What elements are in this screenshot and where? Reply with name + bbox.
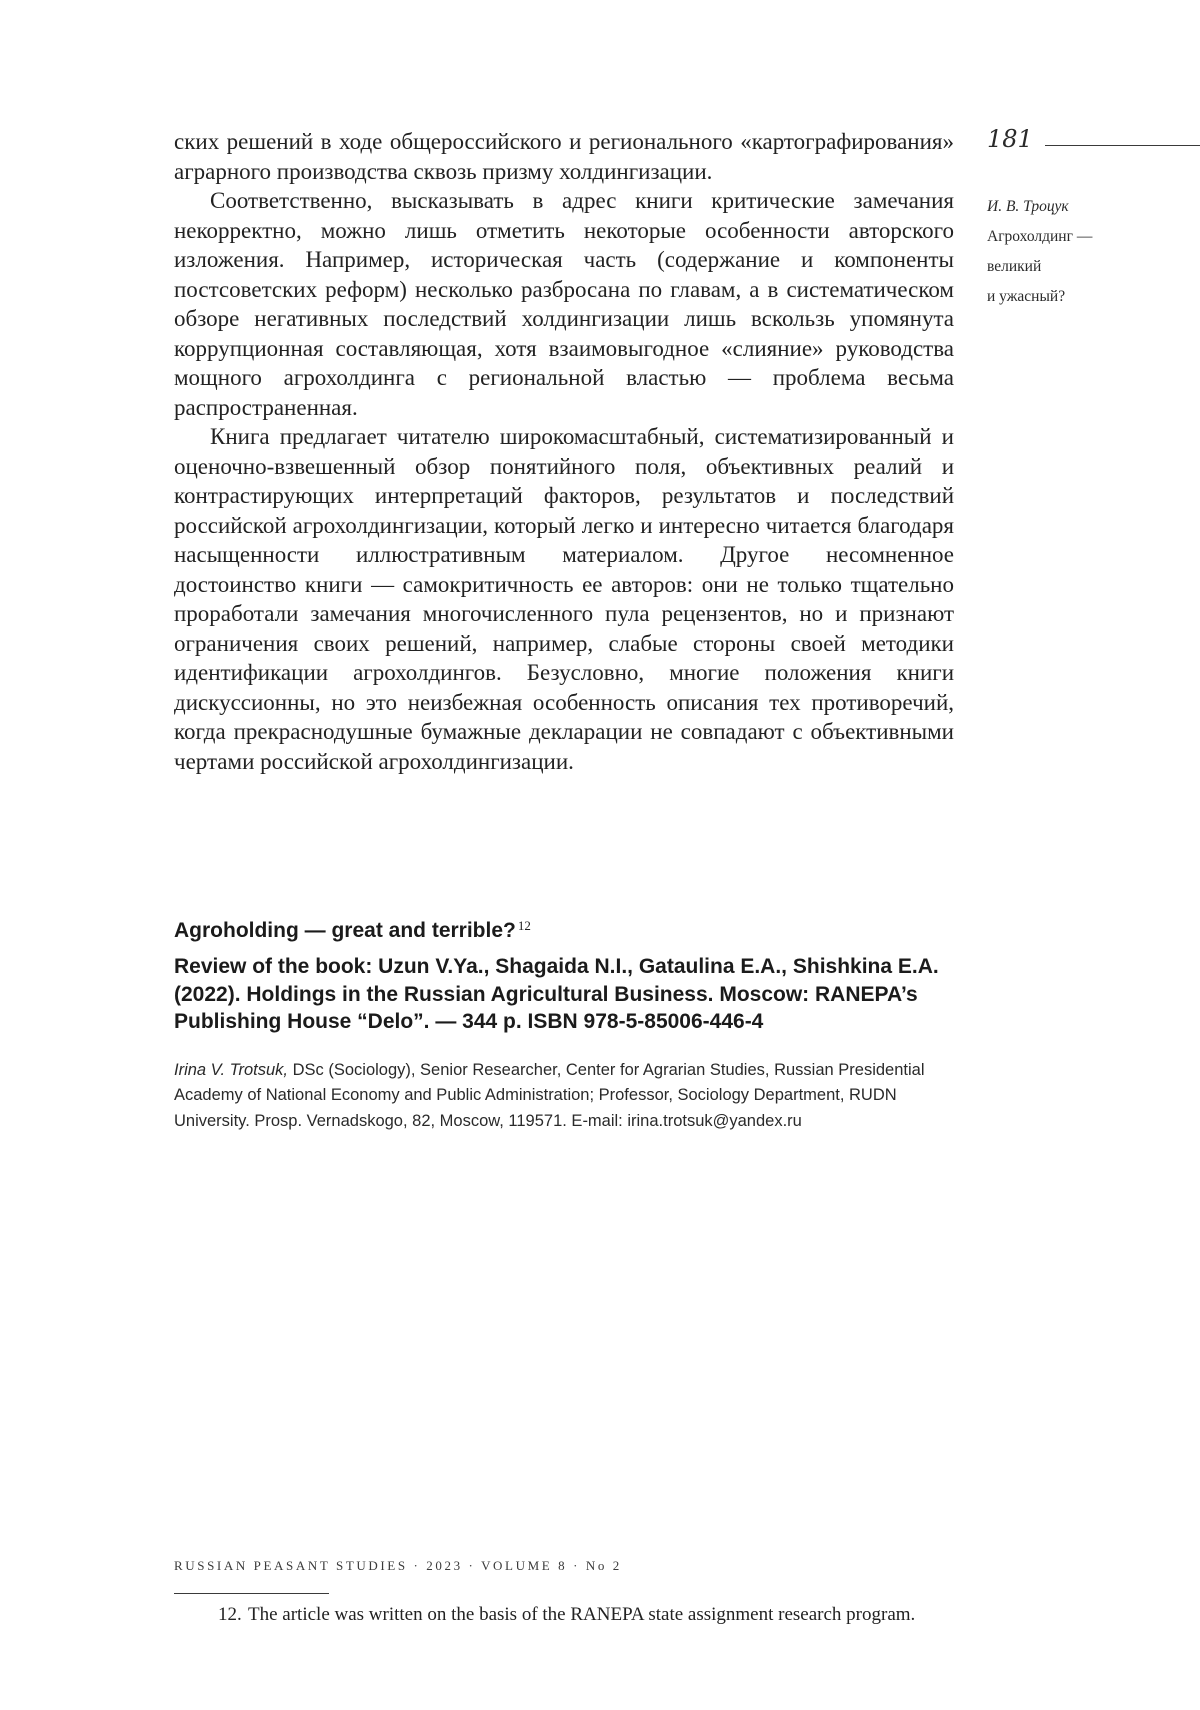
- english-abstract: [174, 912, 954, 1134]
- affiliation-text: DSc (Sociology), Senior Researcher, Center for Agrarian Studies, Russian Presidential Academy of National Economy and Public Administration; Professor, Sociology Department, RUDN University. Prosp. Vernadskogo, 82, Moscow, 119571. E-mail: irina.trotsuk@yandex.ru: [174, 1060, 925, 1130]
- footnote-number: 12.: [218, 1604, 242, 1625]
- author-name: Irina V. Trotsuk,: [174, 1060, 289, 1079]
- running-head-author: И. В. Троцук: [987, 198, 1069, 215]
- author-affiliation: [174, 1058, 954, 1135]
- journal-footer: RUSSIAN PEASANT STUDIES · 2023 · VOLUME 8 · No 2: [174, 1558, 622, 1573]
- running-head-title-line: великий: [987, 258, 1042, 275]
- running-head-title-line: Агрохолдинг —: [987, 228, 1093, 245]
- footnote-text: The article was written on the basis of the RANEPA state assignment research program.: [248, 1604, 916, 1625]
- footnote-rule: [174, 1593, 329, 1594]
- footnote: [174, 1602, 954, 1628]
- body-text: [174, 127, 954, 776]
- review-citation: Review of the book: Uzun V.Ya., Shagaida N.I., Gataulina E.A., Shishkina E.A. (2022). Holdings in the Russian Agricultural Business. Moscow: RANEPA’s Publishing House “Delo”. — 344 p. ISBN 978-5-85006-446-4: [174, 955, 939, 1033]
- body-paragraph: Книга предлагает читателю широкомасштабный, систематизированный и оценочно-взвешенный обзор понятийного поля, объективных реалий и контрастирующих интерпретаций факторов, результатов и последствий российской агрохолдингизации, который легко и интересно читается благодаря насыщенности иллюстративным материалом. Другое несомненное достоинство книги — самокритичность ее авторов: они не только тщательно проработали замечания многочисленного пула рецензентов, но и признают ограничения своих решений, например, слабые стороны своей методики идентификации агрохолдингов. Безусловно, многие положения книги дискуссионны, но это неизбежная особенность описания тех противоречий, когда прекраснодушные бумажные декларации не совпадают с объективными чертами российской агрохолдингизации.: [174, 424, 954, 774]
- footnote-reference: 12: [517, 918, 531, 933]
- body-paragraph: Соответственно, высказывать в адрес книги критические замечания некорректно, можно лишь отметить некоторые особенности авторского изложения. Например, историческая часть (содержание и компоненты постсоветских реформ) несколько разбросана по главам, а в систематическом обзоре негативных последствий холдингизации лишь вскользь упомянута коррупционная составляющая, хотя взаимовыгодное «слияние» руководства мощного агрохолдинга с региональной властью — проблема весьма распространенная.: [174, 188, 954, 420]
- page-number-rule: [1045, 145, 1200, 146]
- abstract-title-text: Agroholding — great and terrible?: [174, 919, 516, 942]
- running-head: [987, 192, 1187, 312]
- body-paragraph: ских решений в ходе общероссийского и регионального «картографирования» аграрного производства сквозь призму холдингизации.: [174, 129, 954, 184]
- running-head-title-line: и ужасный?: [987, 288, 1066, 305]
- page-number: 181: [987, 125, 1033, 153]
- abstract-title: [174, 912, 954, 945]
